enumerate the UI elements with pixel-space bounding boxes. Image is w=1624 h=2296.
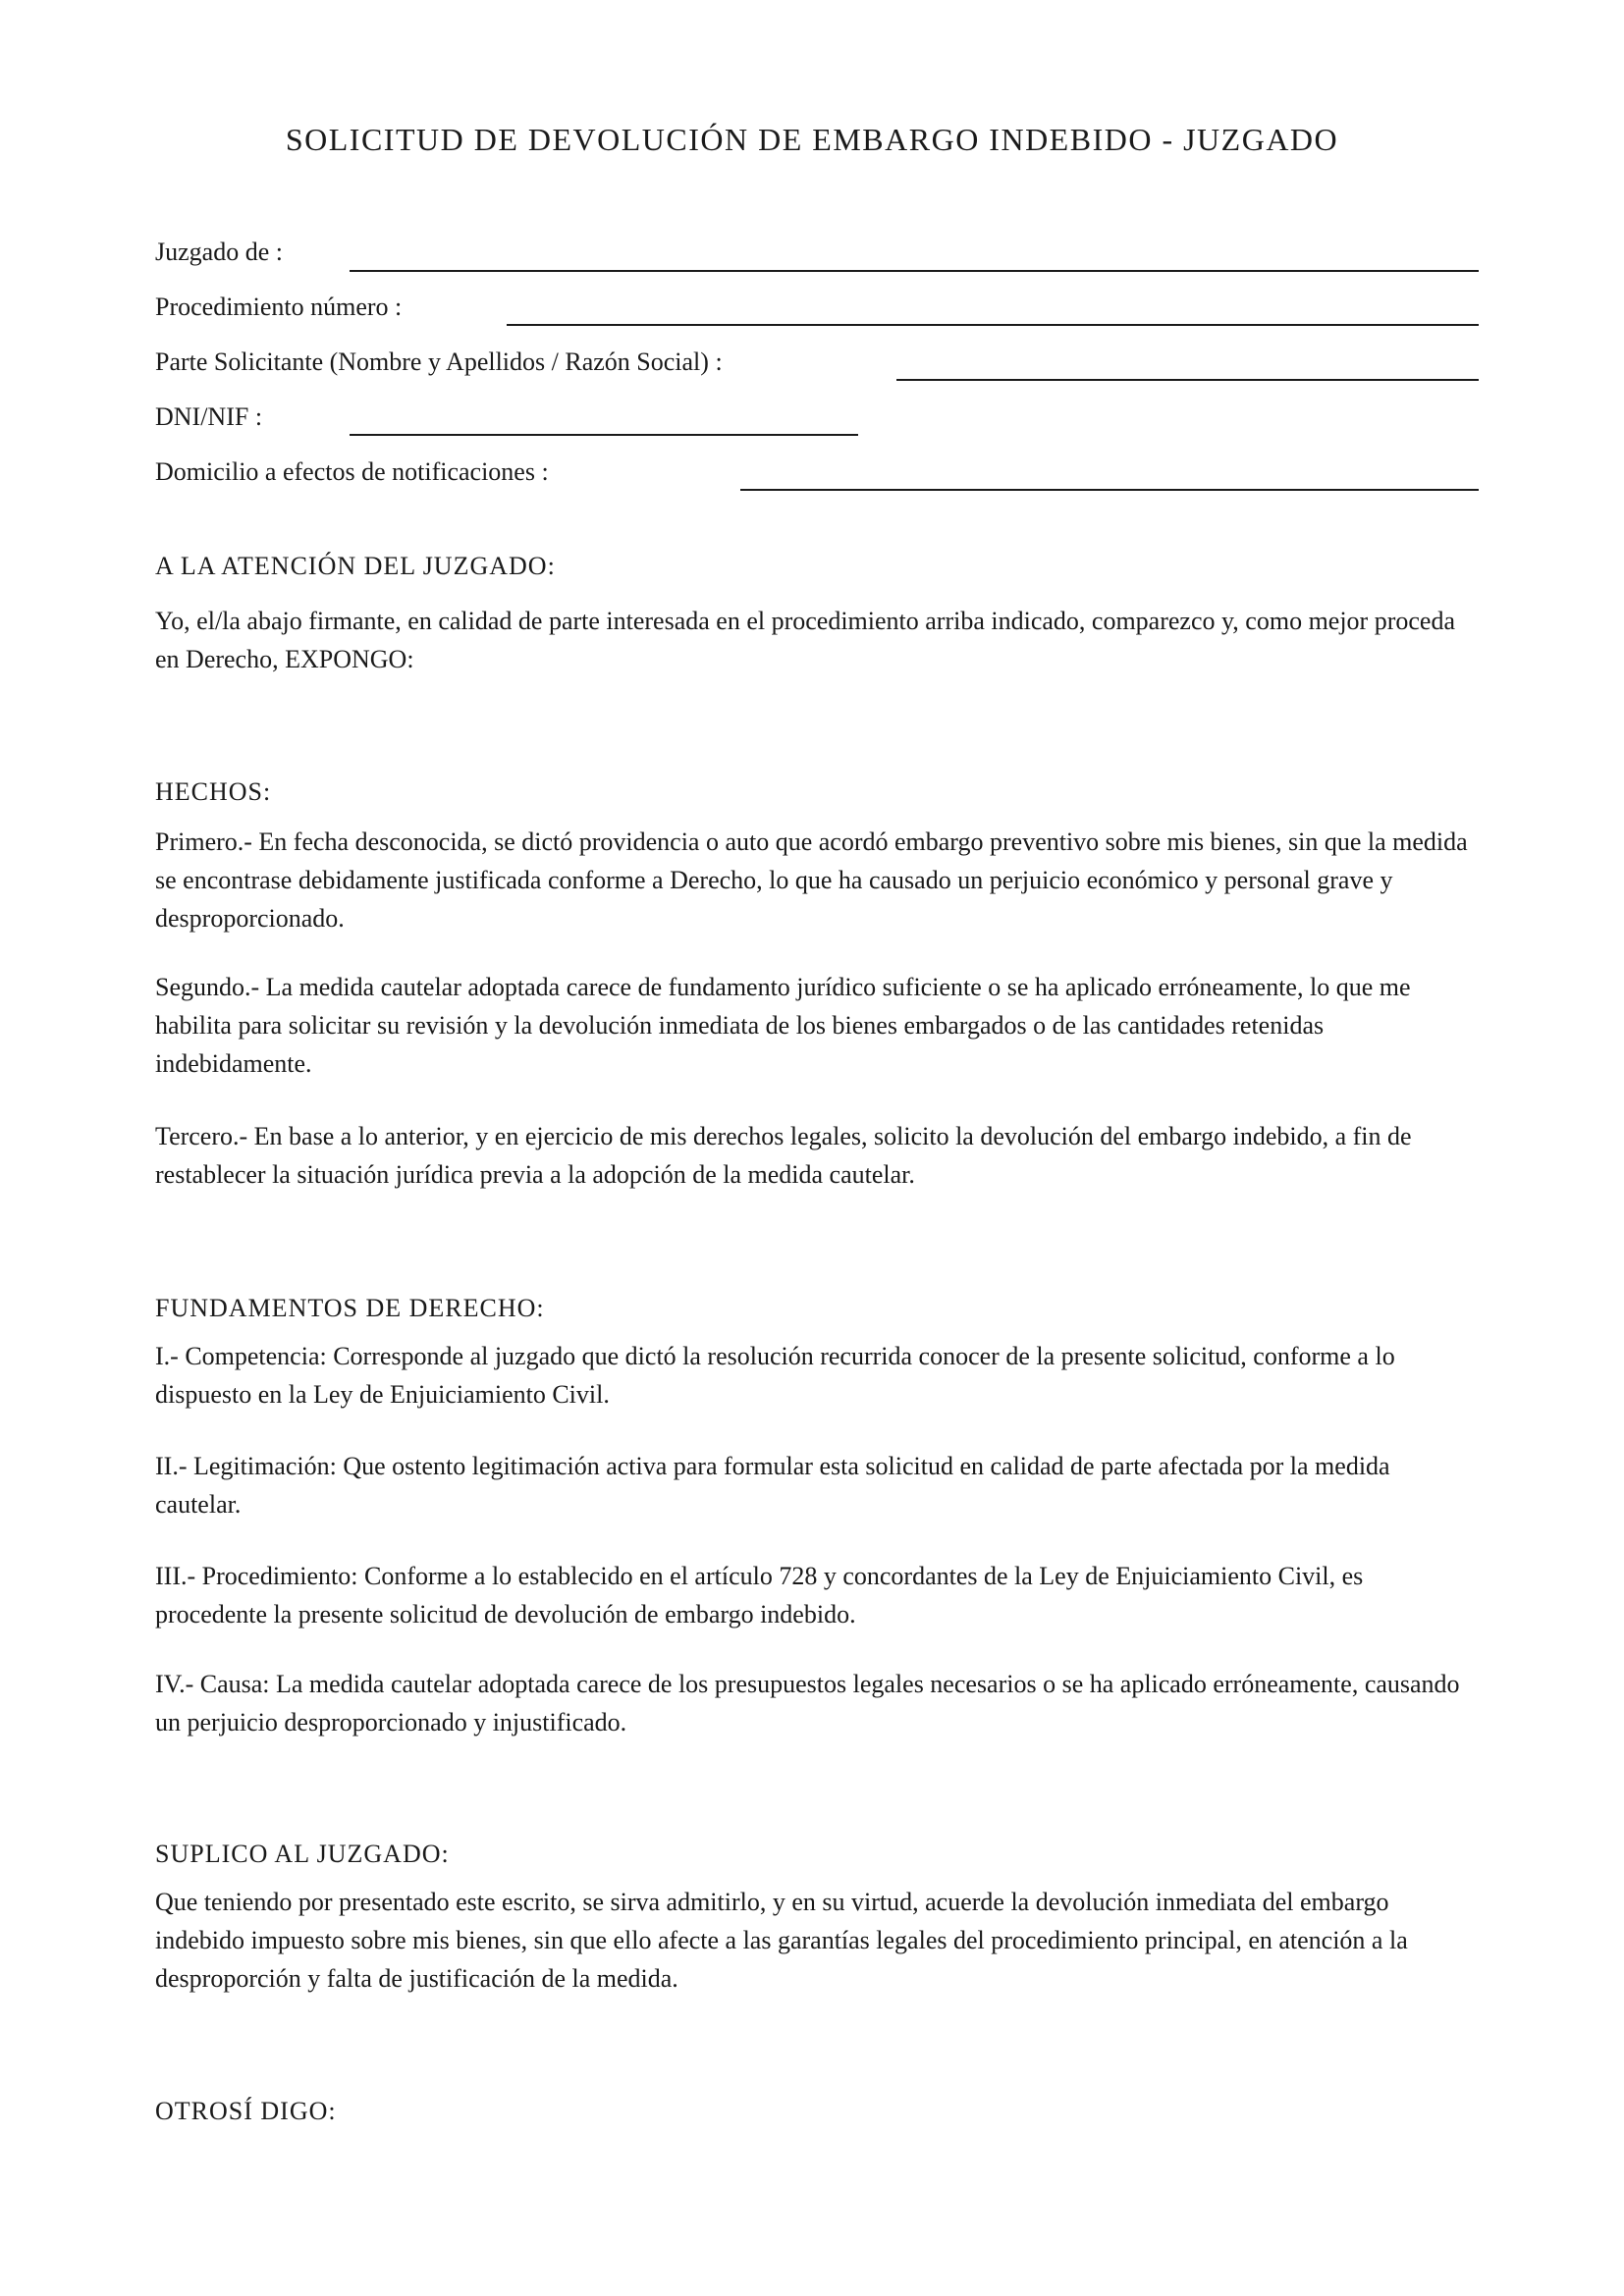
parte-solicitante-label: Parte Solicitante (Nombre y Apellidos / Razón Social) : [155, 347, 723, 376]
fundamento-causa: IV.- Causa: La medida cautelar adoptada carece de los presupuestos legales necesarios o se ha aplicado erróneamente, causando un perjuicio desproporcionado y injustificado. [155, 1670, 1460, 1736]
suplico-heading: SUPLICO AL JUZGADO: [155, 1840, 450, 1868]
fundamento-procedimiento: III.- Procedimiento: Conforme a lo establecido en el artículo 728 y concordantes de la Ley de Enjuiciamiento Civil, es procedente la presente solicitud de devolución de embargo indebido. [155, 1562, 1364, 1629]
document-title: SOLICITUD DE DEVOLUCIÓN DE EMBARGO INDEBIDO - JUZGADO [285, 122, 1339, 157]
procedimiento-input-line[interactable] [507, 324, 1479, 326]
parte-solicitante-input-line[interactable] [896, 379, 1479, 381]
dni-nif-input-line[interactable] [350, 434, 858, 436]
juzgado-label: Juzgado de : [155, 238, 283, 266]
domicilio-label: Domicilio a efectos de notificaciones : [155, 457, 549, 486]
hechos-heading: HECHOS: [155, 777, 272, 806]
atencion-paragraph: Yo, el/la abajo firmante, en calidad de parte interesada en el procedimiento arriba indicado, comparezco y, como mejor proceda en Derecho, EXPONGO: [155, 607, 1455, 673]
dni-nif-label: DNI/NIF : [155, 402, 263, 431]
otrosi-heading: OTROSÍ DIGO: [155, 2097, 337, 2125]
fundamento-competencia: I.- Competencia: Corresponde al juzgado que dictó la resolución recurrida conocer de la presente solicitud, conforme a lo dispuesto en la Ley de Enjuiciamiento Civil. [155, 1342, 1395, 1409]
hechos-primero: Primero.- En fecha desconocida, se dictó providencia o auto que acordó embargo preventivo sobre mis bienes, sin que la medida se encontrase debidamente justificada conforme a Derecho, lo que ha causado un perjuicio económico y personal grave y desproporcionado. [155, 828, 1468, 933]
procedimiento-label: Procedimiento número : [155, 293, 403, 321]
fundamentos-heading: FUNDAMENTOS DE DERECHO: [155, 1294, 545, 1322]
suplico-paragraph: Que teniendo por presentado este escrito, se sirva admitirlo, y en su virtud, acuerde la devolución inmediata del embargo indebido impuesto sobre mis bienes, sin que ello afecte a las garantías legales del procedimiento principal, en atención a la desproporción y falta de justificación de la medida. [155, 1888, 1408, 1993]
fundamento-legitimacion: II.- Legitimación: Que ostento legitimación activa para formular esta solicitud en calidad de parte afectada por la medida cautelar. [155, 1452, 1390, 1519]
hechos-tercero: Tercero.- En base a lo anterior, y en ejercicio de mis derechos legales, solicito la devolución del embargo indebido, a fin de restablecer la situación jurídica previa a la adopción de la medida cautelar. [155, 1122, 1412, 1189]
atencion-heading: A LA ATENCIÓN DEL JUZGADO: [155, 552, 556, 580]
juzgado-input-line[interactable] [350, 270, 1479, 272]
domicilio-input-line[interactable] [740, 489, 1479, 491]
hechos-segundo: Segundo.- La medida cautelar adoptada carece de fundamento jurídico suficiente o se ha aplicado erróneamente, lo que me habilita para solicitar su revisión y la devolución inmediata de los bienes embargados o de las cantidades retenidas indebidamente. [155, 973, 1411, 1078]
